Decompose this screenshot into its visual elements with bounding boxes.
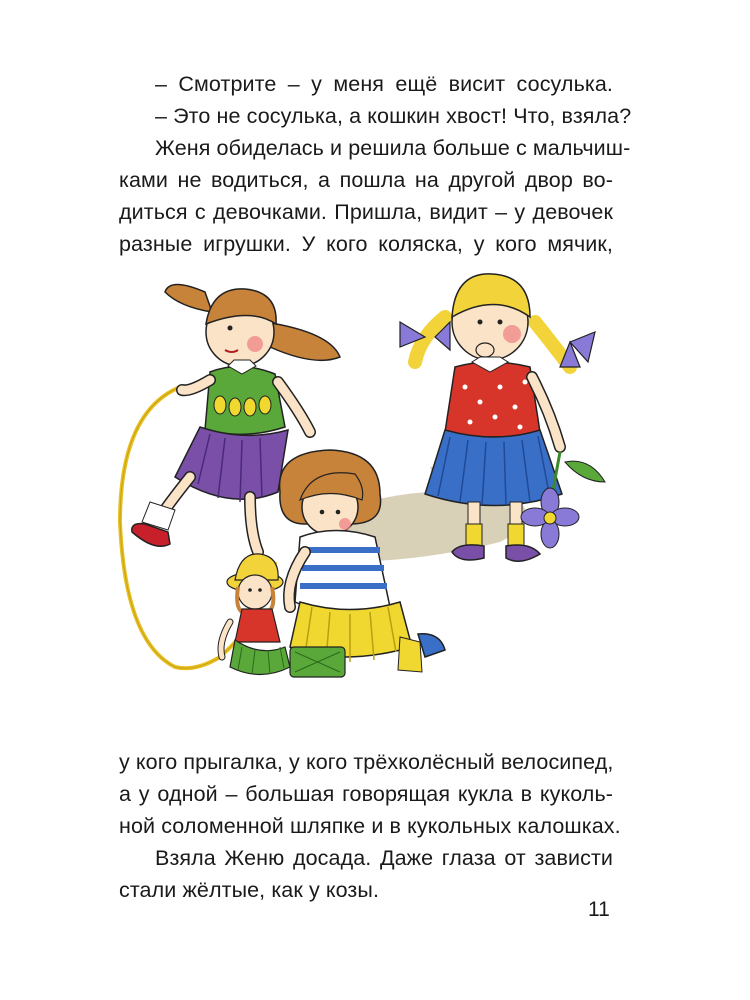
- bottom-paragraph: [119, 746, 621, 906]
- text-line: ками не водиться, а пошла на другой двор во-: [119, 168, 613, 192]
- text-line: стали жёлтые, как у козы.: [119, 878, 380, 902]
- girls-playing-illustration: [100, 262, 640, 702]
- text-line: диться с девочками. Пришла, видит – у девочек: [119, 200, 613, 224]
- text-line: разные игрушки. У кого коляска, у кого мячик,: [119, 232, 613, 256]
- text-line: – Смотрите – у меня ещё висит сосулька.: [155, 72, 613, 96]
- top-paragraph: [119, 68, 632, 260]
- text-line: Взяла Женю досада. Даже глаза от зависти: [155, 846, 613, 870]
- text-line: ной соломенной шляпке и в кукольных калошках.: [119, 814, 621, 838]
- text-line: – Это не сосулька, а кошкин хвост! Что, взяла?: [155, 104, 632, 128]
- page-number: 11: [588, 898, 610, 921]
- text-line: Женя обиделась и решила больше с мальчиш-: [155, 136, 631, 160]
- text-line: у кого прыгалка, у кого трёхколёсный велосипед,: [119, 750, 614, 774]
- text-line: а у одной – большая говорящая кукла в куколь-: [119, 782, 613, 806]
